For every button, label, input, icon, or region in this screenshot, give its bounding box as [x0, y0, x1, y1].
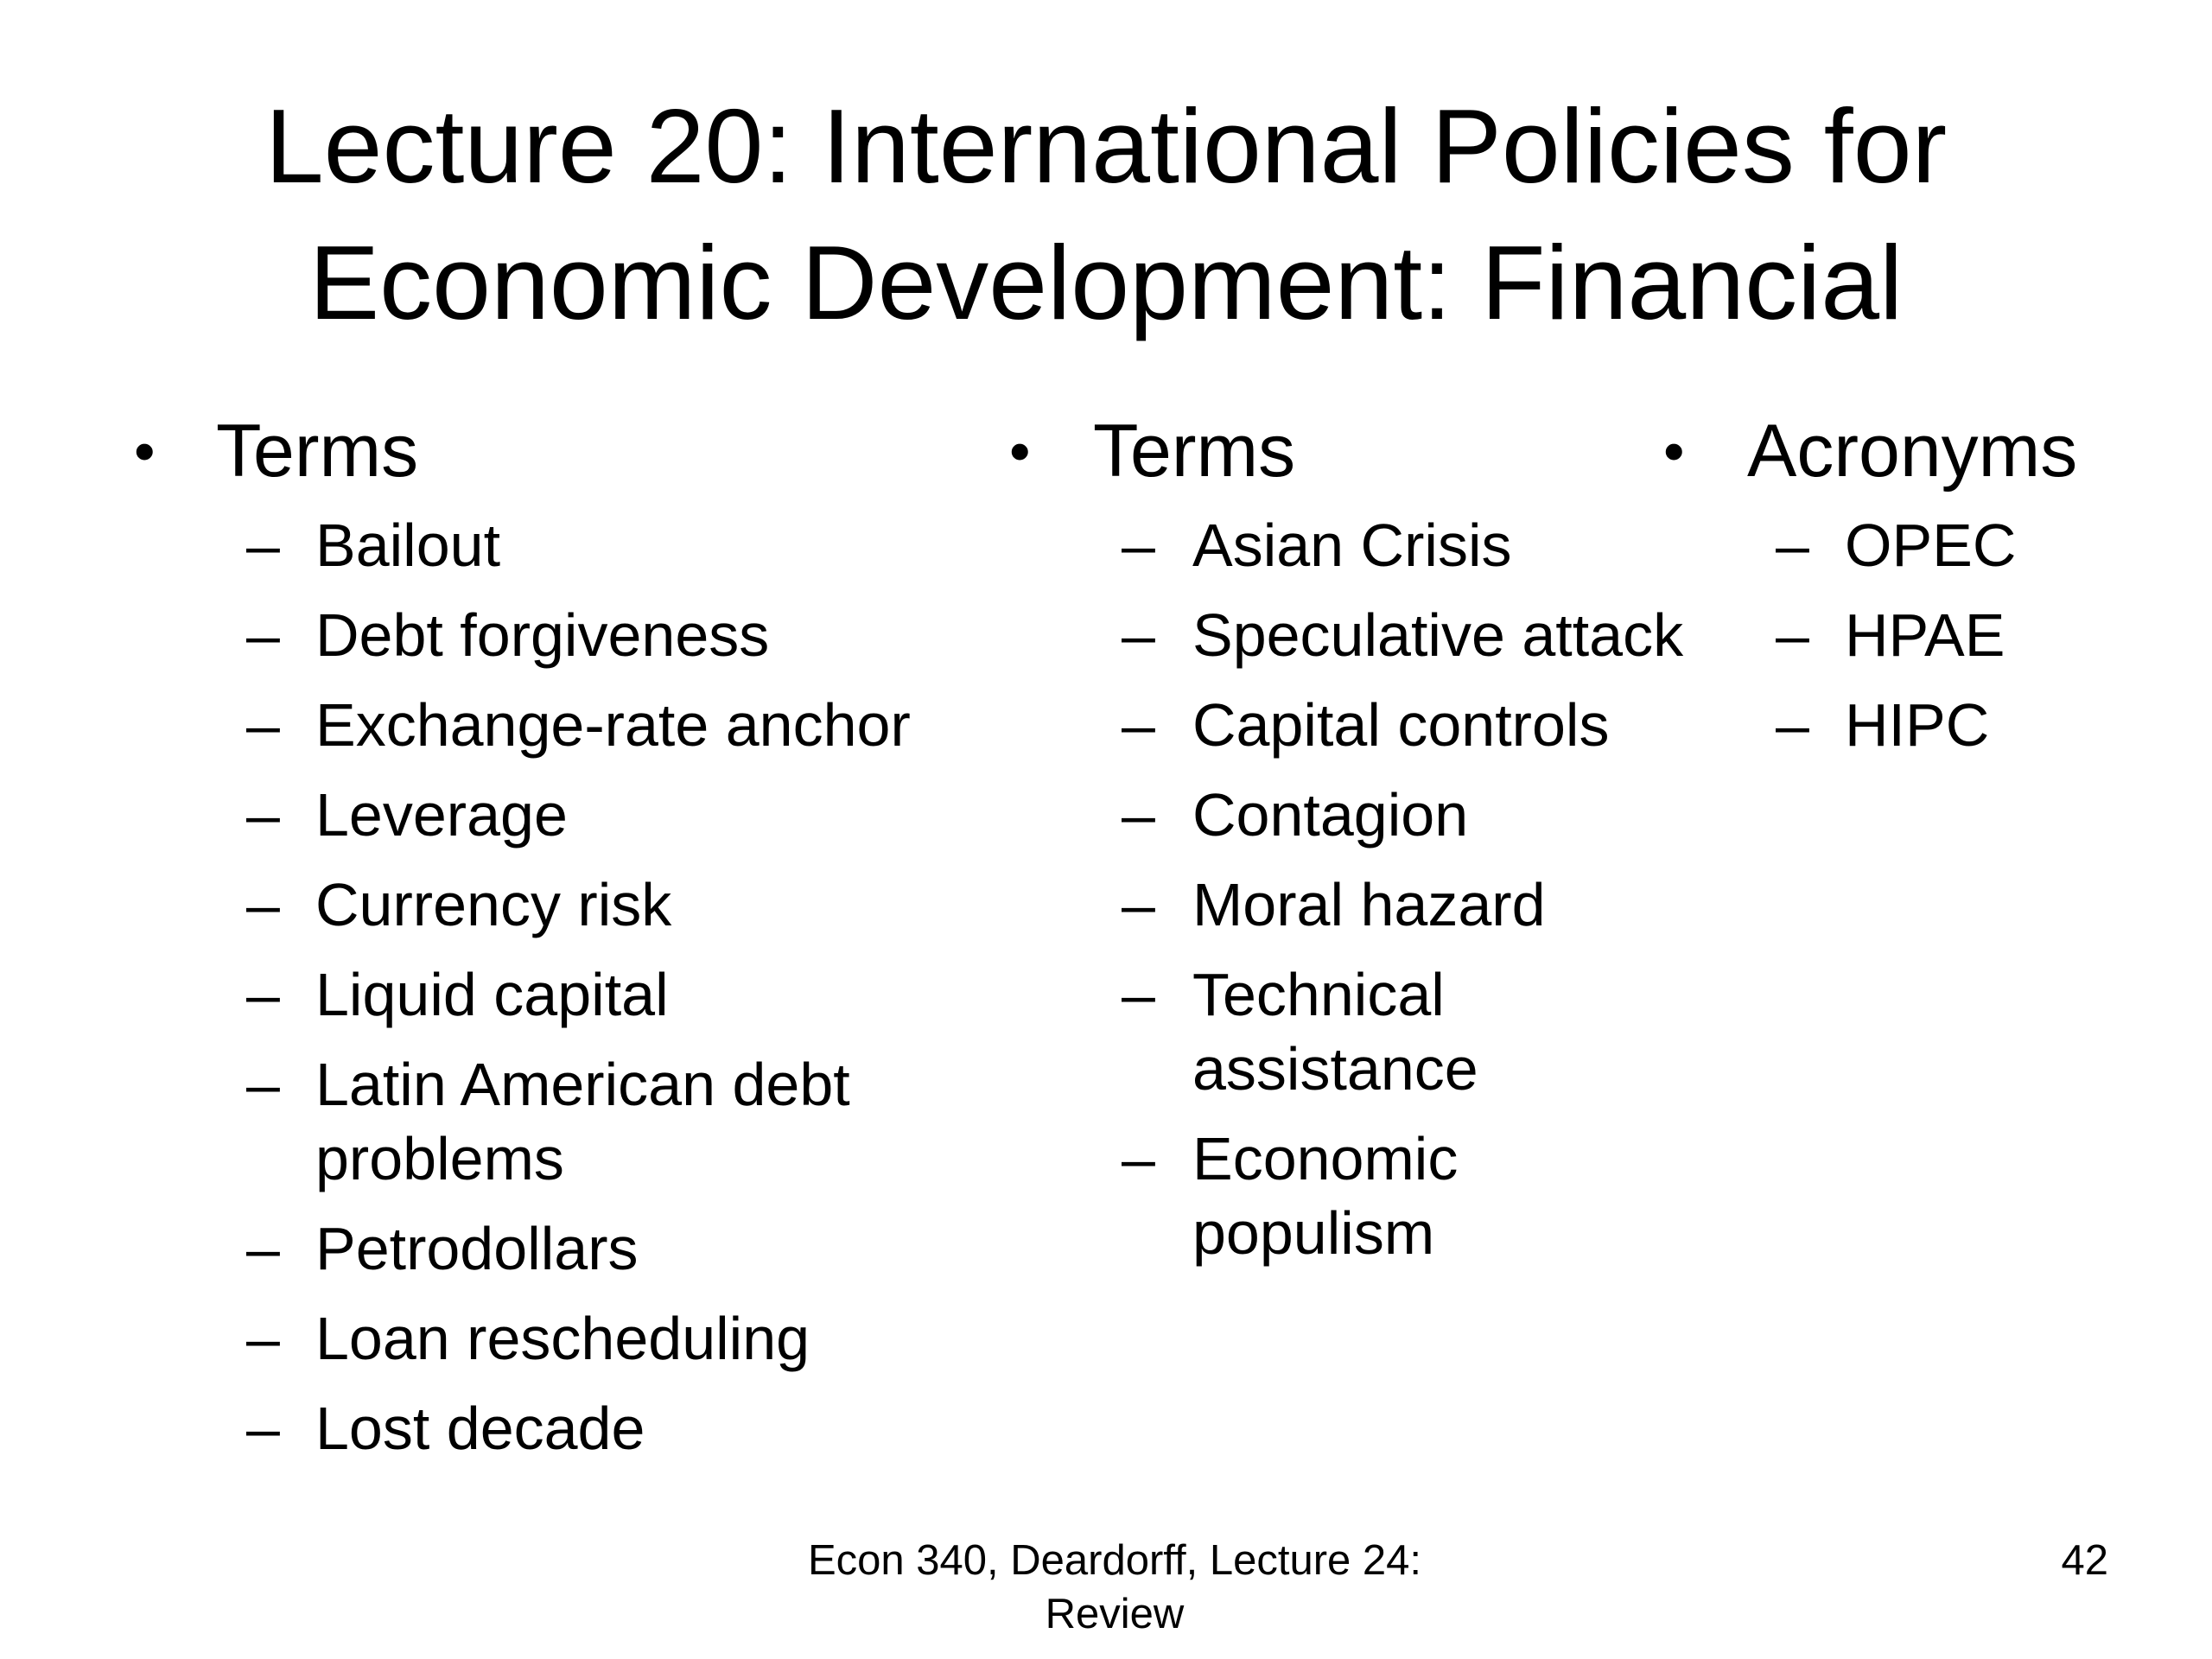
dash-icon: – [246, 601, 280, 669]
dash-icon: – [1776, 512, 1809, 579]
footer-course-line-1: Econ 340, Deardorff, Lecture 24: [807, 1537, 1422, 1584]
list-item: Moral hazard [1192, 871, 1546, 938]
list-item: Currency risk [315, 871, 672, 938]
list-item: Economic populism [1192, 1125, 1459, 1267]
list-item: HIPC [1845, 691, 1990, 759]
list-item: Debt forgiveness [315, 601, 770, 669]
slide-title [0, 78, 2212, 351]
list-item: Lost decade [315, 1395, 645, 1462]
bullet-icon: • [134, 417, 156, 485]
dash-icon: – [1776, 691, 1809, 759]
dash-icon: – [1122, 961, 1155, 1028]
dash-icon: – [1122, 871, 1155, 938]
list-item: Leverage [315, 781, 568, 849]
column-heading: Terms [216, 410, 419, 493]
dash-icon: – [1122, 512, 1155, 579]
list-item: Petrodollars [315, 1215, 639, 1282]
bullet-icon: • [1663, 417, 1685, 485]
list-item: Bailout [315, 512, 501, 579]
footer-course-line-2: Review [1045, 1591, 1185, 1637]
list-item: OPEC [1845, 512, 2017, 579]
dash-icon: – [246, 691, 280, 759]
dash-icon: – [1122, 691, 1155, 759]
dash-icon: – [1776, 601, 1809, 669]
list-item: Loan rescheduling [315, 1305, 810, 1372]
column-heading: Acronyms [1747, 410, 2078, 493]
slide-title-line-1: Lecture 20: International Policies for [264, 87, 1948, 205]
list-item: Technical assistance [1192, 961, 1478, 1103]
dash-icon: – [246, 961, 280, 1028]
slide-title-line-2: Economic Development: Financial [308, 224, 1904, 341]
dash-icon: – [246, 512, 280, 579]
dash-icon: – [246, 1215, 280, 1282]
dash-icon: – [1122, 1125, 1155, 1192]
list-item: HPAE [1845, 601, 2005, 669]
dash-icon: – [246, 871, 280, 938]
bullet-icon: • [1009, 417, 1031, 485]
list-item: Speculative attack [1192, 601, 1684, 669]
list-item: Latin American debt problems [315, 1051, 850, 1192]
dash-icon: – [246, 781, 280, 849]
list-item: Liquid capital [315, 961, 669, 1028]
dash-icon: – [246, 1051, 280, 1118]
dash-icon: – [246, 1395, 280, 1462]
list-item: Capital controls [1192, 691, 1610, 759]
dash-icon: – [246, 1305, 280, 1372]
list-item: Exchange-rate anchor [315, 691, 911, 759]
footer-course-info [760, 1534, 1469, 1641]
list-item: Asian Crisis [1192, 512, 1512, 579]
page-number: 42 [2061, 1537, 2108, 1584]
list-item: Contagion [1192, 781, 1469, 849]
dash-icon: – [1122, 601, 1155, 669]
dash-icon: – [1122, 781, 1155, 849]
column-heading: Terms [1093, 410, 1296, 493]
